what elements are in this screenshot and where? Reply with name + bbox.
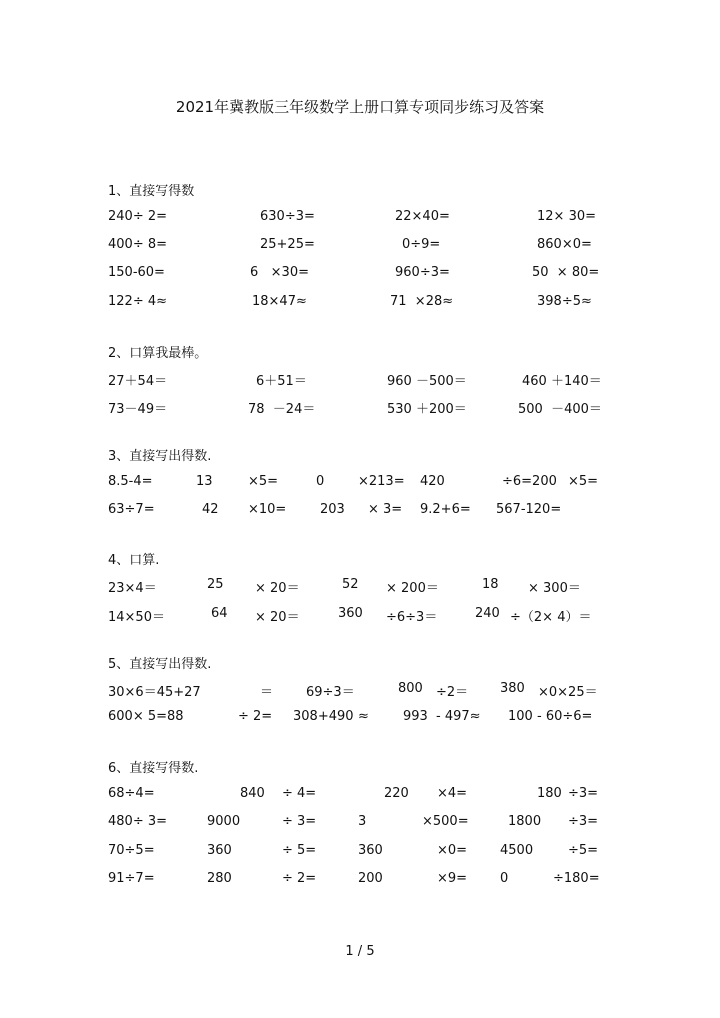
problem: 9000 [207,814,241,829]
problem: 23×4＝ [108,581,157,596]
problem: 14×50＝ [108,610,165,625]
problem: ×500= [422,814,469,829]
problem: 12× 30= [537,209,597,224]
page-title: 2021年冀教版三年级数学上册口算专项同步练习及答案 [175,98,545,116]
section-2-row-1 [0,370,720,390]
problem: 78 －24＝ [248,402,316,417]
problem: ÷ 2= [282,871,317,886]
problem: 500 －400＝ [518,402,602,417]
section-4-row-1 [0,577,720,597]
problem: 4500 [500,843,534,858]
problem: ×0= [437,843,468,858]
problem: 6 ×30= [250,265,309,280]
section-4-heading: 4、口算. [108,553,160,568]
problem: 3 [358,814,367,829]
problem: ÷ 2= [238,709,273,724]
problem: ×213= [358,474,405,489]
section-5-row-1 [0,681,720,701]
problem: 960÷3= [395,265,450,280]
problem: 600× 5=88 [108,709,184,724]
problem: - 497≈ [436,709,481,724]
problem: 18×47≈ [252,294,307,309]
problem: 0 [316,474,325,489]
section-6-row-1 [0,786,720,806]
problem: 50 × 80= [532,265,600,280]
problem: 800 [398,681,423,696]
problem: 480÷ 3= [108,814,168,829]
problem: 567-120= [496,502,562,517]
problem: 100 [508,709,533,724]
page-number: 1 / 5 [345,944,375,959]
problem: 400÷ 8= [108,237,168,252]
problem: 960 －500＝ [387,374,467,389]
section-1-row-3 [0,265,720,285]
problem: 13 [196,474,213,489]
problem: 200 [358,871,383,886]
problem: 1800 [508,814,542,829]
problem: 22×40= [395,209,450,224]
problem: 73－49＝ [108,402,168,417]
problem: 530 ＋200＝ [387,402,467,417]
problem: ÷ 5= [282,843,317,858]
problem: ×0×25＝ [538,685,598,700]
problem: 8.5-4= [108,474,153,489]
section-2-heading: 2、口算我最棒。 [108,346,208,361]
problem: 71 ×28≈ [390,294,454,309]
problem: 420 [420,474,445,489]
problem: 0÷9= [402,237,441,252]
section-5-heading: 5、直接写出得数. [108,657,212,672]
problem: ＝ [260,685,274,700]
problem: × 20＝ [255,610,300,625]
section-2-row-2 [0,398,720,418]
problem: × 200＝ [386,581,439,596]
problem: 150-60= [108,265,165,280]
section-5-row-2 [0,709,720,729]
problem: 398÷5≈ [537,294,592,309]
problem: 308+490 [293,709,354,724]
problem: 180 [537,786,562,801]
problem: ÷6÷3＝ [386,610,438,625]
problem: 63÷7= [108,502,155,517]
problem: 68÷4= [108,786,155,801]
section-1-row-2 [0,237,720,257]
section-1-row-1 [0,209,720,229]
problem: - 60÷6= [537,709,593,724]
problem: ×5= [568,474,599,489]
problem: 203 [320,502,345,517]
problem: 993 [403,709,428,724]
problem: 360 [338,606,363,621]
section-3-row-2 [0,502,720,522]
problem: 360 [358,843,383,858]
problem: ÷3= [568,814,599,829]
problem: 122÷ 4≈ [108,294,168,309]
problem: ÷ 3= [282,814,317,829]
problem: ÷ 4= [282,786,317,801]
section-3-heading: 3、直接写出得数. [108,449,212,464]
problem: 630÷3= [260,209,315,224]
section-6-row-4 [0,871,720,891]
section-1-row-4 [0,294,720,314]
problem: 840 [240,786,265,801]
problem: ×9= [437,871,468,886]
section-6-row-2 [0,814,720,834]
problem: 6＋51＝ [256,374,307,389]
problem: 460 ＋140＝ [522,374,602,389]
problem: ÷（2× 4）＝ [510,610,592,625]
problem: 27＋54＝ [108,374,168,389]
problem: × 300＝ [528,581,581,596]
problem: 64 [211,606,228,621]
problem: ≈ [358,709,369,724]
problem: ÷5= [568,843,599,858]
section-6-row-3 [0,843,720,863]
section-6-heading: 6、直接写得数. [108,761,199,776]
problem: 69÷3＝ [306,685,355,700]
problem: 380 [500,681,525,696]
problem: ÷3= [568,786,599,801]
problem: ÷2＝ [436,685,469,700]
problem: 52 [342,577,359,592]
problem: × 20＝ [255,581,300,596]
problem: 9.2+6= [420,502,471,517]
problem: 220 [384,786,409,801]
problem: 30×6＝45+27 [108,685,201,700]
problem: 91÷7= [108,871,155,886]
section-1-heading: 1、直接写得数 [108,184,195,199]
problem: 18 [482,577,499,592]
problem: ×5= [248,474,279,489]
problem: 0 [500,871,509,886]
problem: 860×0= [537,237,592,252]
section-3-row-1 [0,474,720,494]
problem: 240÷ 2= [108,209,168,224]
problem: ÷6=200 [502,474,557,489]
problem: 42 [202,502,219,517]
problem: ×10= [248,502,287,517]
section-4-row-2 [0,606,720,626]
problem: 70÷5= [108,843,155,858]
problem: 25 [207,577,224,592]
problem: × 3= [368,502,403,517]
problem: ÷180= [553,871,600,886]
problem: 360 [207,843,232,858]
problem: 280 [207,871,232,886]
problem: ×4= [437,786,468,801]
problem: 25+25= [260,237,315,252]
problem: 240 [475,606,500,621]
